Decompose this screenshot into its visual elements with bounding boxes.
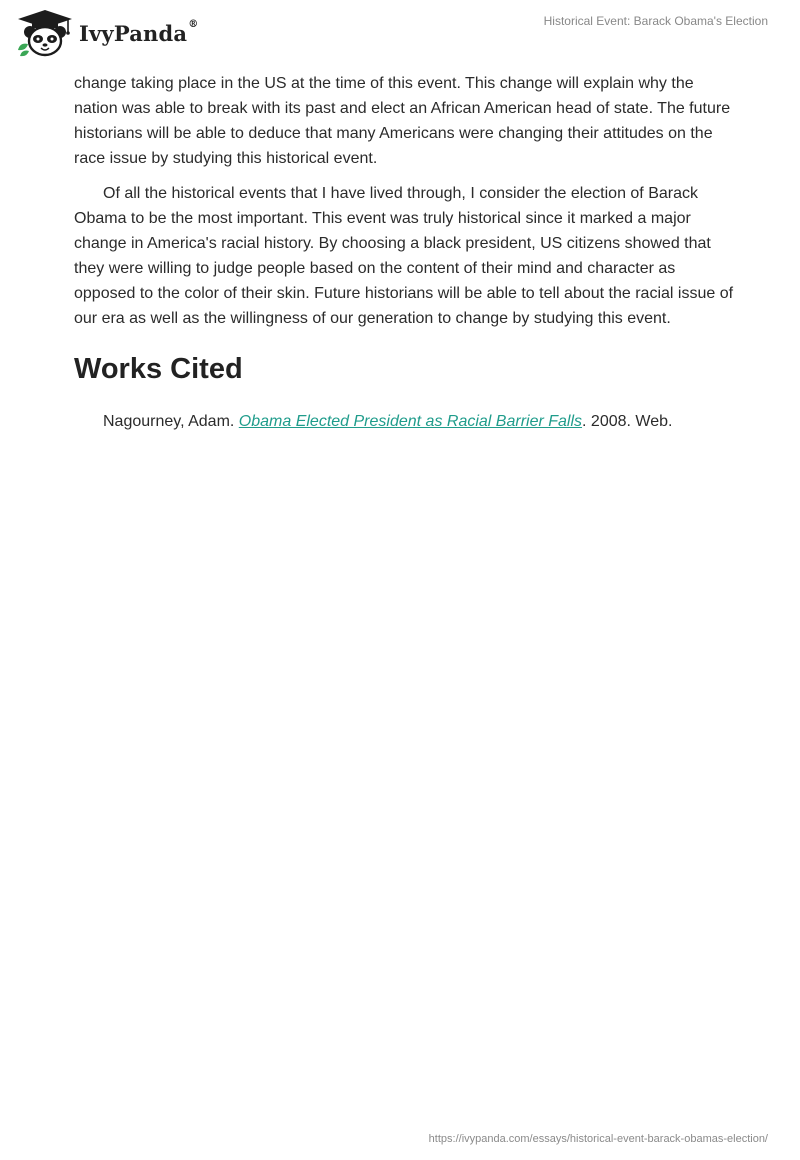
paragraph-conclusion: Of all the historical events that I have lived through, I consider the election of Barack Obama to be the most important. This event was truly historical since it marked a major change in America's racial history. By choosing a black president, US citizens showed that they were willing to judge people based on the content of their mind and character as opposed to the color of their skin. Future historians will be able to tell about the racial issue of our era as well as the willingness of our generation to change by studying this event. <box>74 185 734 327</box>
works-cited-heading: Works Cited <box>74 353 243 385</box>
citation-title-link[interactable]: Obama Elected President as Racial Barrier Falls <box>238 413 583 430</box>
page-header <box>0 0 800 70</box>
document-title: Historical Event: Barack Obama's Election <box>543 14 768 28</box>
panda-graduate-icon <box>16 8 74 58</box>
source-url[interactable]: https://ivypanda.com/essays/historical-event-barack-obamas-election/ <box>428 1133 768 1145</box>
citation-author: Nagourney, Adam. <box>103 413 239 430</box>
paragraph-continuation: change taking place in the US at the time of this event. This change will explain why the nation was able to break with its past and elect an African American head of state. The future historians will be able to deduce that many Americans were changing their attitudes on the race issue by studying this historical event. <box>74 75 731 167</box>
brand-name: IvyPanda® <box>79 18 199 46</box>
ivypanda-logo[interactable] <box>16 8 198 58</box>
essay-content <box>74 71 734 434</box>
citation-rest: . 2008. Web. <box>582 413 673 430</box>
citation-entry <box>74 409 734 434</box>
